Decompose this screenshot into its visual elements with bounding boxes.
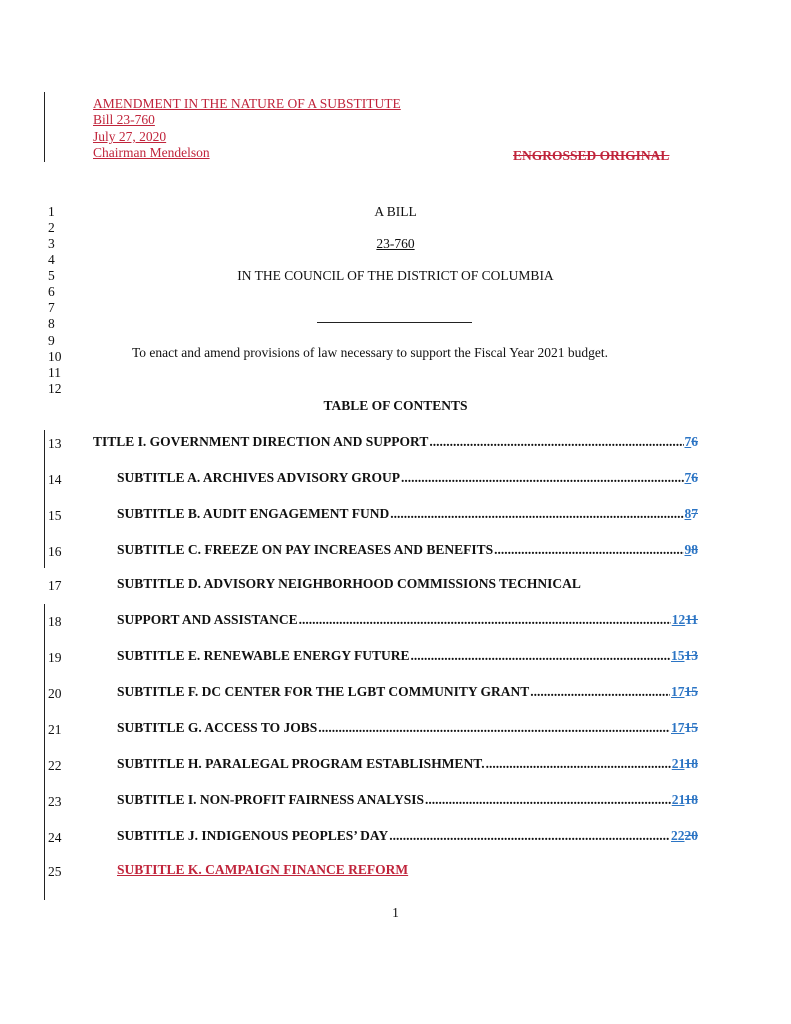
date-heading: July 27, 2020 xyxy=(93,129,167,144)
line-number: 8 xyxy=(48,316,55,331)
toc-old-page: 13 xyxy=(684,648,698,663)
toc-entry xyxy=(117,828,698,846)
toc-leader-dots xyxy=(425,792,671,808)
amendment-heading: AMENDMENT IN THE NATURE OF A SUBSTITUTE xyxy=(93,96,401,111)
line-number: 17 xyxy=(48,578,62,593)
toc-entry-title: SUBTITLE A. ARCHIVES ADVISORY GROUP xyxy=(117,470,400,485)
toc-new-page: 17 xyxy=(671,684,685,699)
toc-entry xyxy=(117,720,698,738)
line-number: 1 xyxy=(48,204,55,219)
toc-entry xyxy=(117,648,698,666)
line-number: 9 xyxy=(48,333,55,348)
line-number: 15 xyxy=(48,508,62,523)
toc-new-page: 7 xyxy=(684,434,692,449)
toc-leader-dots xyxy=(486,756,671,772)
toc-old-page: 8 xyxy=(691,542,698,557)
line-number: 16 xyxy=(48,544,62,559)
change-bar xyxy=(44,604,45,900)
toc-entry xyxy=(117,542,698,560)
toc-old-page: 20 xyxy=(684,828,698,843)
toc-old-page: 18 xyxy=(684,792,698,807)
toc-new-page: 7 xyxy=(684,470,692,485)
line-number: 10 xyxy=(48,349,62,364)
toc-entry-title: SUBTITLE I. NON-PROFIT FAIRNESS ANALYSIS xyxy=(117,792,424,807)
toc-entry-title: SUBTITLE G. ACCESS TO JOBS xyxy=(117,720,318,735)
toc-new-page: 22 xyxy=(671,828,685,843)
engrossed-original-label: ENGROSSED ORIGINAL xyxy=(513,148,670,163)
toc-entry-title: SUBTITLE C. FREEZE ON PAY INCREASES AND BENEFITS xyxy=(117,542,494,557)
toc-entry xyxy=(117,792,698,810)
line-number: 24 xyxy=(48,830,62,845)
toc-entry-title: SUBTITLE H. PARALEGAL PROGRAM ESTABLISHMENT. xyxy=(117,756,485,771)
line-number: 12 xyxy=(48,381,62,396)
toc-entry-title: SUBTITLE B. AUDIT ENGAGEMENT FUND xyxy=(117,506,390,521)
toc-leader-dots xyxy=(494,542,683,558)
page-number: 1 xyxy=(392,905,399,920)
line-number: 13 xyxy=(48,436,62,451)
toc-entry xyxy=(93,434,698,452)
toc-entry xyxy=(117,612,698,630)
toc-old-page: 6 xyxy=(691,434,698,449)
toc-entry-title: SUBTITLE J. INDIGENOUS PEOPLES’ DAY xyxy=(117,828,389,843)
toc-entry-title: SUBTITLE F. DC CENTER FOR THE LGBT COMMUNITY GRANT xyxy=(117,684,530,699)
toc-new-page: 8 xyxy=(684,506,692,521)
toc-leader-dots xyxy=(530,684,670,700)
toc-entry xyxy=(117,506,698,524)
bill-number: 23-760 xyxy=(376,236,415,251)
toc-old-page: 15 xyxy=(684,684,698,699)
toc-new-page: 17 xyxy=(671,720,685,735)
toc-new-page: 21 xyxy=(671,792,685,807)
purpose-statement: To enact and amend provisions of law necessary to support the Fiscal Year 2021 budget. xyxy=(132,345,608,360)
toc-new-page: 12 xyxy=(671,612,686,627)
line-number: 3 xyxy=(48,236,55,251)
line-number: 11 xyxy=(48,365,61,380)
a-bill-heading: A BILL xyxy=(374,204,417,219)
toc-entry xyxy=(117,862,698,880)
toc-old-page: 15 xyxy=(684,720,698,735)
line-number: 5 xyxy=(48,268,55,283)
toc-leader-dots xyxy=(390,506,683,522)
toc-leader-dots xyxy=(401,470,684,486)
toc-leader-dots xyxy=(410,648,670,664)
toc-old-page: 11 xyxy=(685,612,698,627)
toc-entry xyxy=(117,684,698,702)
toc-entry-title: TITLE I. GOVERNMENT DIRECTION AND SUPPORT xyxy=(93,434,429,449)
toc-leader-dots xyxy=(429,434,683,450)
line-number: 2 xyxy=(48,220,55,235)
toc-new-page: 15 xyxy=(671,648,685,663)
line-number: 14 xyxy=(48,472,62,487)
line-number: 23 xyxy=(48,794,62,809)
line-number: 7 xyxy=(48,300,55,315)
toc-entry-title: SUPPORT AND ASSISTANCE xyxy=(117,612,298,627)
toc-entry-title: SUBTITLE D. ADVISORY NEIGHBORHOOD COMMISSIONS TECHNICAL xyxy=(117,576,581,591)
toc-leader-dots xyxy=(318,720,670,736)
line-number: 25 xyxy=(48,864,62,879)
toc-entry xyxy=(117,756,698,774)
line-number: 20 xyxy=(48,686,62,701)
line-number: 6 xyxy=(48,284,55,299)
toc-entry xyxy=(117,470,698,488)
line-number: 21 xyxy=(48,722,62,737)
toc-old-page: 7 xyxy=(691,506,698,521)
author-heading: Chairman Mendelson xyxy=(93,145,210,160)
toc-old-page: 6 xyxy=(691,470,698,485)
toc-old-page: 18 xyxy=(684,756,698,771)
council-heading: IN THE COUNCIL OF THE DISTRICT OF COLUMBIA xyxy=(237,268,554,283)
toc-new-page: 9 xyxy=(684,542,692,557)
line-number: 4 xyxy=(48,252,55,267)
toc-entry xyxy=(117,576,698,594)
table-of-contents-heading: TABLE OF CONTENTS xyxy=(323,398,468,413)
line-number: 18 xyxy=(48,614,62,629)
line-number: 22 xyxy=(48,758,62,773)
change-bar xyxy=(44,92,45,162)
bill-number-heading: Bill 23-760 xyxy=(93,112,155,127)
change-bar xyxy=(44,430,45,568)
toc-leader-dots xyxy=(299,612,671,628)
signature-line xyxy=(317,322,472,323)
line-number: 19 xyxy=(48,650,62,665)
toc-leader-dots xyxy=(389,828,670,844)
toc-entry-title: SUBTITLE K. CAMPAIGN FINANCE REFORM xyxy=(117,862,409,877)
toc-new-page: 21 xyxy=(671,756,685,771)
toc-entry-title: SUBTITLE E. RENEWABLE ENERGY FUTURE xyxy=(117,648,410,663)
